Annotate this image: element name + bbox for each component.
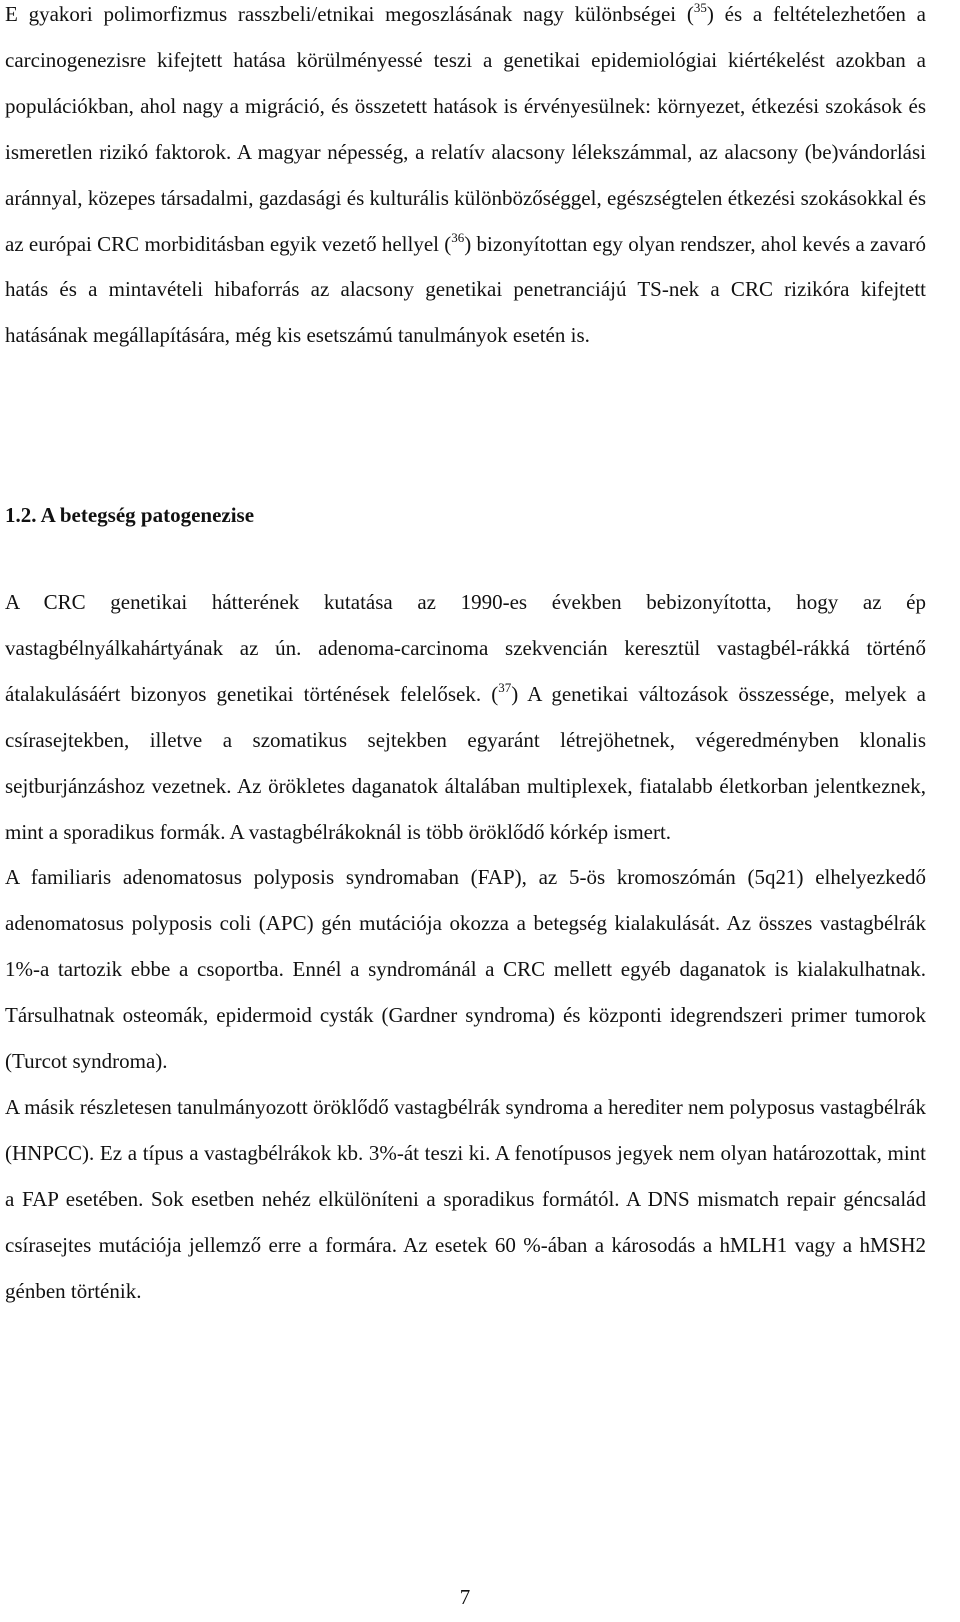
section-heading: 1.2. A betegség patogenezise xyxy=(5,503,255,527)
intro-paragraph-text-3: ) bizonyítottan egy olyan rendszer, ahol kevés a zavaró hatás és a mintavételi hibaforrás az alacsony genetikai penetranciájú TS-nek a CRC rizikóra kifejtett hatásának megállapítására, még kis esetszámú tanulmányok esetén is. xyxy=(5,231,926,348)
reference-37: 37 xyxy=(498,679,512,695)
paragraph-pathogenesis-text-1: A CRC genetikai hátterének kutatása az 1990-es években bebizonyította, hogy az ép vastagbélnyálkahártyának az ún. adenoma-carcinoma szekvencián keresztül vastagbél-rákká történő átalakulásáért bizonyos genetikai történések felelősek. ( xyxy=(5,590,926,706)
reference-35: 35 xyxy=(693,0,707,15)
intro-paragraph-text-1: E gyakori polimorfizmus rasszbeli/etnikai megoszlásának nagy különbségei ( xyxy=(5,2,694,26)
intro-text-block xyxy=(5,0,926,359)
paragraph-pathogenesis-text-2: ) A genetikai változások összessége, melyek a csírasejtekben, illetve a szomatikus sejtekben egyaránt létrejöhetnek, végeredményben klonalis sejtburjánzáshoz vezetnek. Az örökletes daganatok általában multiplexek, fiatalabb életkorban jelentkeznek, mint a sporadikus formák. A vastagbélrákoknál is több öröklődő kórkép ismert. xyxy=(5,681,927,844)
intro-paragraph xyxy=(5,0,926,359)
paragraph-hnpcc: A másik részletesen tanulmányozott öröklődő vastagbélrák syndroma a herediter nem polyposus vastagbélrák (HNPCC). Ez a típus a vastagbélrákok kb. 3%-át teszi ki. A fenotípusos jegyek nem olyan határozottak, mint a FAP esetében. Sok esetben nehéz elkülöníteni a sporadikus formától. A DNS mismatch repair géncsalád csírasejtes mutációja jellemző erre a formára. Az esetek 60 %-ában a károsodás a hMLH1 vagy a hMSH2 génben történik. xyxy=(5,1094,926,1303)
intro-paragraph-text-2: ) és a feltételezhetően a carcinogenezisre kifejtett hatása körülményessé teszi a genetikai epidemiológiai kiértékelést azokban a populációkban, ahol nagy a migráció, és összetett hatások is érvényesülnek: környezet, étkezési szokások és ismeretlen rizikó faktorok. A magyar népesség, a relatív alacsony lélekszámmal, az alacsony (be)vándorlási aránnyal, közepes társadalmi, gazdasági és kulturális különbözőséggel, egészségtelen étkezési szokásokkal és az európai CRC morbiditásban egyik vezető hellyel ( xyxy=(5,2,926,256)
page-number: 7 xyxy=(459,1585,471,1609)
paragraph-pathogenesis xyxy=(5,580,926,855)
reference-36: 36 xyxy=(451,229,465,245)
section-text-block xyxy=(5,580,926,1315)
paragraph-fap: A familiaris adenomatosus polyposis syndromaban (FAP), az 5-ös kromoszómán (5q21) elhelyezkedő adenomatosus polyposis coli (APC) gén mutációja okozza a betegség kialakulását. Az összes vastagbélrák 1%-a tartozik ebbe a csoportba. Ennél a syndrománál a CRC mellett egyéb daganatok is kialakulhatnak. Társulhatnak osteomák, epidermoid cysták (Gardner syndroma) és központi idegrendszeri primer tumorok (Turcot syndroma). xyxy=(5,865,926,1074)
